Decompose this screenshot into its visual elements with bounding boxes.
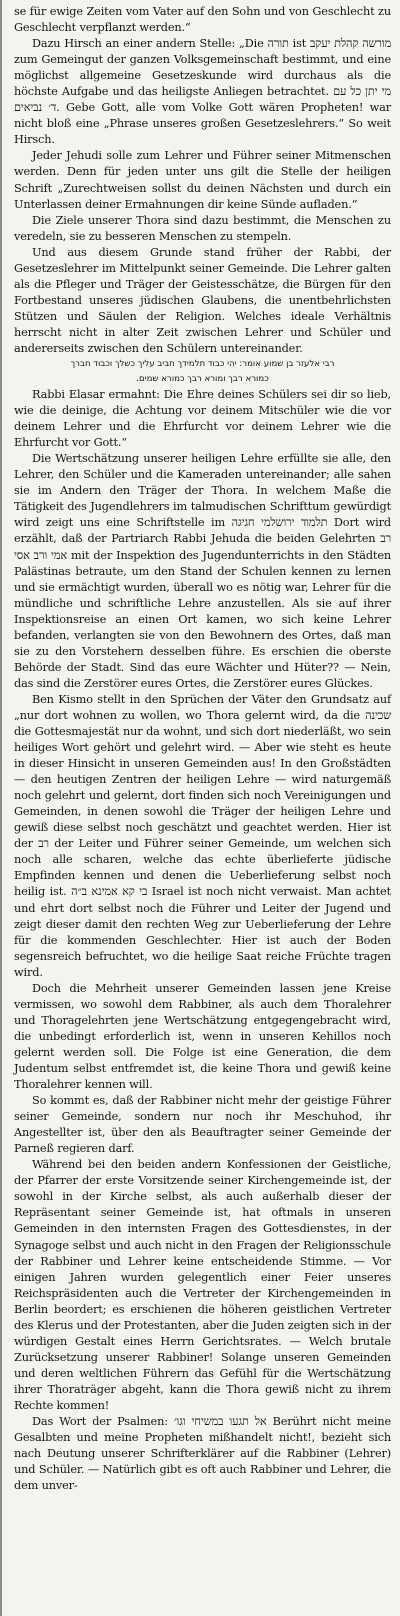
paragraph-5: Und aus diesem Grunde stand früher der Rabbi, der Gesetzeslehrer im Mittelpunkt seiner Gemeinde. Die Lehrer galten als die Pfleger und Träger der Geistesschätze, die Bürgen für den Fortbestand unseres jüdischen Glaubens, die unentbehrlichsten Stützen und Säulen der Religion. Welches ideale Verhältnis herrscht nicht in alter Zeit zwischen Lehrer und Schüler und andererseits zwischen den Schülern untereinander.: [14, 245, 391, 355]
paragraph-6: Rabbi Elasar ermahnt: Die Ehre deines Schülers sei dir so lieb, wie die deinige, die Achtung vor deinem Mitschüler wie die vor deinem Lehrer und die Ehrfurcht vor deinem Lehrer wie die Ehrfurcht vor Gott.“: [14, 388, 391, 450]
paragraph-8: Ben Kismo stellt in den Sprüchen der Väter den Grundsatz auf „nur dort wohnen zu wollen, wo Thora gelernt wird, da die שכינה die Gottesmajestät nur da wohnt, und sich dort niederläßt, wo sein heiliges Wort gehört und gelehrt wird. — Aber wie steht es heute in dieser Hinsicht in unseren Gemeinden aus! In den Großstädten — den heutigen Zentren der heiligen Lehre — wird naturgemäß noch gelehrt und gelernt, dort finden sich noch Vereinigungen und Gemeinden, in denen sowohl die Träger der heiligen Lehre und gewiß diese selbst noch geschätzt und geachtet werden. Hier ist der רב der Leiter und Führer seiner Gemeinde, um welchen sich noch alle scharen, welche das echte überlieferte jüdische Empfinden kennen und denen die Ueberlieferung selbst noch heilig ist. בי קא אמינא ב״ה Israel ist noch nicht verwaist. Man achtet und ehrt dort selbst noch die Führer und Leiter der Jugend und zeigt dieser damit den rechten Weg zur Ueberlieferung der Lehre für die kommenden Geschlechter. Hier ist auch der Boden segensreich befruchtet, wo die heilige Saat reiche Früchte tragen wird.: [14, 692, 392, 979]
paragraph-12: Das Wort der Psalmen: אל תגעו במשיחי וגו׳ Berührt nicht meine Gesalbten und meine Propheten mißhandelt nicht!, bezieht sich nach Deutung unserer Schrifterklärer auf die Rabbiner (Lehrer) und Schüler. — Natürlich gibt es oft auch Rabbiner und Lehrer, die dem unver-: [14, 1415, 391, 1493]
hebrew-quote-line-1: רבי אלעזר בן שמוע אומר: יהי כבוד תלמידך חביב עליך כשלך וכבוד חברך: [70, 359, 335, 370]
paragraph-11: Während bei den beiden andern Konfessionen der Geistliche, der Pfarrer der erste Vorsitzende seiner Kirchengemeinde ist, der sowohl in der Kirche selbst, als auch außerhalb dieser der Repräsentant seiner Gemeinde ist, hat oftmals in unseren Gemeinden in den internsten Fragen des Gottesdienstes, in der Synagoge selbst und auch nicht in den Fragen der Religionsschule der Rabbiner und Lehrer keine entscheidende Stimme. — Vor einigen Jahren wurden gelegentlich einer Feier unseres Reichspräsidenten auch die Vertreter der Kirchengemeinden in Berlin beordert; es erschienen die höheren geistlichen Vertreter des Klerus und der Protestanten, aber die Juden zeigten sich in der würdigen Gestalt eines Herrn Gerichtsrates. — Welch brutale Zurücksetzung unserer Rabbiner! Solange unseren Gemeinden und deren weltlichen Führern das Gefühl für die Wertschätzung ihrer Thoraträger abgeht, kann die Thora gewiß nicht zu ihrem Rechte kommen!: [14, 1158, 391, 1412]
paragraph-4: Die Ziele unserer Thora sind dazu bestimmt, die Menschen zu veredeln, sie zu besseren Menschen zu stempeln.: [14, 213, 391, 243]
paragraph-7: Die Wertschätzung unserer heiligen Lehre erfüllte sie alle, den Lehrer, den Schüler und die Kameraden untereinander; alle sahen sie im Andern den Träger der Thora. In welchem Maße die Tätigkeit des Jugendlehrers im talmudischen Schrifttum gewürdigt wird zeigt uns eine Schriftstelle im תלמוד ירושלמי חגיגה Dort wird erzählt, daß der Partriarch Rabbi Jehuda die beiden Gelehrten רב אמי ורב אסי mit der Inspektion des Jugendunterrichts in den Städten Palästinas betraute, um den Stand der Schulen kennen zu lernen und sie ermächtigt wurden, überall wo es nötig war, Lehrer für die mündliche und schriftliche Lehre anzustellen. Als sie auf ihrer Inspektionsreise an einen Ort kamen, wo sich keine Lehrer befanden, verlangten sie von den Bewohnern des Ortes, daß man sie zu den Vorstehern desselben führe. Es erschien die oberste Behörde der Stadt. Sind das eure Wächter und Hüter?? — Nein, das sind die Zerstörer eures Ortes, die Zerstörer eures Glückes.: [14, 452, 391, 690]
paragraph-2: Dazu Hirsch an einer andern Stelle: „Die תורה ist מורשה קהלת יעקב zum Gemeingut der ganzen Volksgemeinschaft bestimmt, und eine möglichst allgemeine Gesetzeskunde wird durchaus als die höchste Aufgabe und das heiligste Anliegen betrachtet. מי יתן כל עם ד׳ נביאים. Gebe Gott, alle vom Volke Gott wären Propheten! war nicht bloß eine „Phrase unseres großen Gesetzeslehrers.“ So weit Hirsch.: [14, 37, 392, 147]
paragraph-3: Jeder Jehudi solle zum Lehrer und Führer seiner Mitmenschen werden. Denn für jeden unter uns gilt die Stelle der heiligen Schrift „Zurechtweisen sollst du deinen Nächsten und durch ein Unterlassen deiner Ermahnungen dir keine Sünde aufladen.“: [14, 149, 391, 211]
article-body: [14, 4, 391, 1494]
paragraph-10: So kommt es, daß der Rabbiner nicht mehr der geistige Führer seiner Gemeinde, sondern nur noch ihr Meschuhod, ihr Angestellter ist, über den als Beauftragter seiner Gemeinde der Parneß regieren darf.: [14, 1094, 391, 1156]
paragraph-9: Doch die Mehrheit unserer Gemeinden lassen jene Kreise vermissen, wo sowohl dem Rabbiner, als auch dem Thoralehrer und Thoragelehrten jene Wertschätzung entgegengebracht wird, die unbedingt erforderlich ist, wenn in unseren Kehillos noch gelernt werden soll. Die Folge ist eine Generation, die dem Judentum selbst entfremdet ist, die keine Thora und gewiß keine Thoralehrer kennen will.: [14, 981, 391, 1092]
hebrew-quote-line-2: כמורא רבך ומורא רבך כמורא שמים.: [136, 374, 269, 385]
paragraph-1: se für ewige Zeiten vom Vater auf den Sohn und von Geschlecht zu Geschlecht verpflanzt werden.“: [14, 5, 391, 35]
